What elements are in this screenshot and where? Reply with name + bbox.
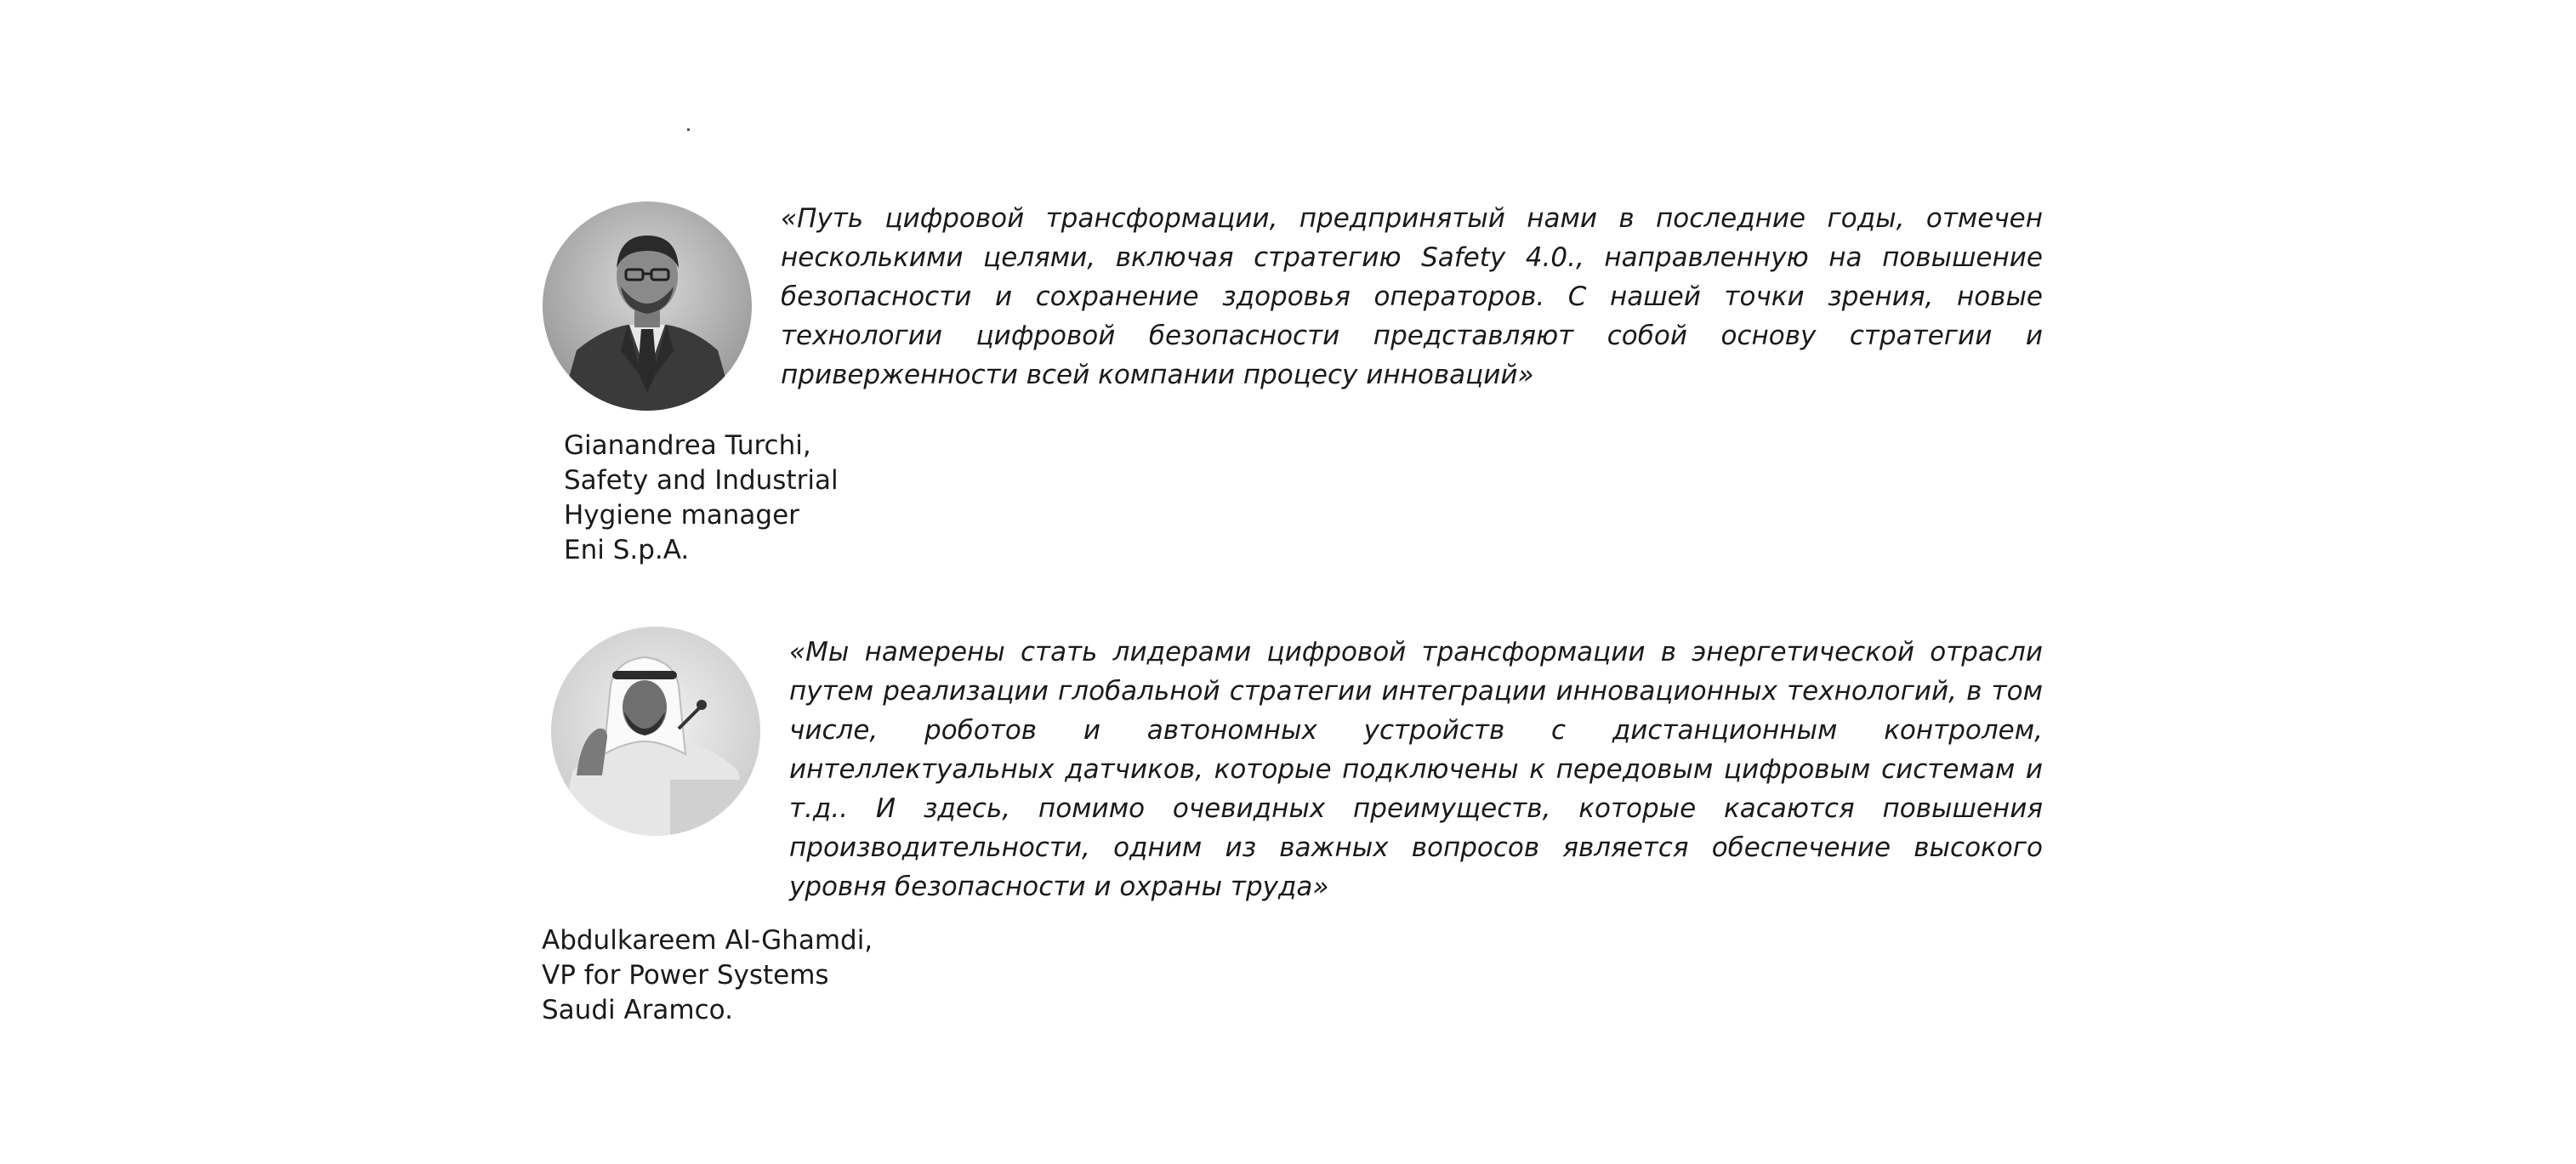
attribution-title: Hygiene manager	[564, 500, 799, 531]
testimonial-quote: «Мы намерены стать лидерами цифровой трансформации в энергетической отрасли путем реализации глобальной стратегии интеграции инновационных технологий, в том числе, роботов и автономных устройств с дистанционным контролем, интеллектуальных датчиков, которые подключены к передовым цифровым системам и т.д.. И здесь, помимо очевидных преимуществ, которые касаются повышения производительности, одним из важных вопросов является обеспечение высокого уровня безопасности и охраны труда»	[789, 637, 2043, 902]
testimonial-quote: «Путь цифровой трансформации, предпринятый нами в последние годы, отмечен несколькими целями, включая стратегию Safety 4.0., направленную на повышение безопасности и сохранение здоровья операторов. С нашей точки зрения, новые технологии цифровой безопасности представляют собой основу стратегии и приверженности всей компании процесу инноваций»	[781, 203, 2043, 390]
avatar	[551, 627, 760, 836]
attribution-name: Gianandrea Turchi,	[564, 430, 811, 461]
attribution-company: Saudi Aramco.	[542, 995, 733, 1025]
attribution-title: VP for Power Systems	[542, 960, 829, 991]
avatar	[543, 202, 752, 411]
testimonial-attribution	[542, 923, 873, 1028]
stray-mark	[687, 128, 690, 131]
attribution-title: Safety and Industrial	[564, 465, 839, 496]
testimonial-attribution	[564, 429, 839, 568]
attribution-company: Eni S.p.A.	[564, 535, 690, 565]
person-portrait-headdress-icon	[551, 627, 760, 836]
attribution-name: Abdulkareem AI-Ghamdi,	[542, 925, 873, 956]
person-portrait-suit-icon	[543, 202, 752, 411]
